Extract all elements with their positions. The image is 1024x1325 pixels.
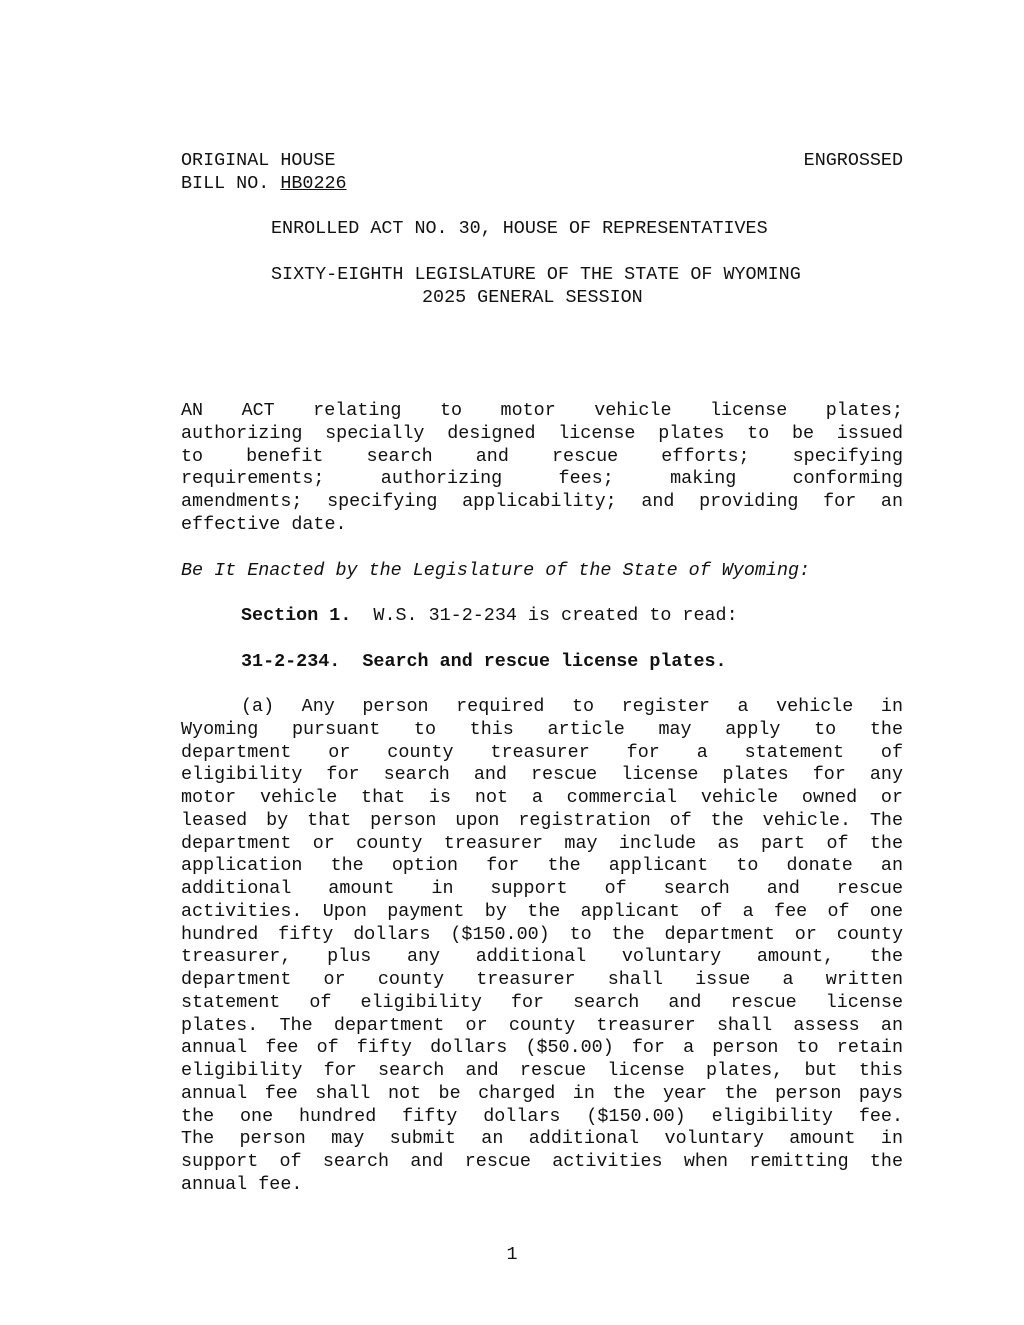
bill-number-line [181,173,347,196]
subsection-a-line: motor vehicle that is not a commercial vehicle owned or [181,787,903,808]
section-1 [241,605,738,628]
statute-number: 31-2-234. [241,651,341,672]
subsection-a-line: The person may submit an additional voluntary amount in [181,1128,903,1150]
subsection-a-line: activities. Upon payment by the applicant of a fee of one [181,900,903,922]
session-title: 2025 GENERAL SESSION [422,287,643,308]
subsection-a-line: additional amount in support of search and rescue [181,878,903,899]
subsection-a-line: hundred fifty dollars ($150.00) to the department or county [181,923,903,945]
section-1-text: W.S. 31-2-234 is created to read: [373,605,738,626]
subsection-a-line: eligibility for search and rescue license plates, but this [181,1060,903,1081]
enacting-clause: Be It Enacted by the Legislature of the State of Wyoming: [181,560,811,581]
bill-number: HB0226 [280,173,347,194]
act-summary [181,400,903,537]
legislature-title: SIXTY-EIGHTH LEGISLATURE OF THE STATE OF WYOMING [271,264,801,285]
subsection-a-line: support of search and rescue activities when remitting the [181,1151,903,1172]
section-1-label: Section 1. [241,605,352,626]
enrolled-act-title: ENROLLED ACT NO. 30, HOUSE OF REPRESENTATIVES [271,218,768,239]
subsection-a-line: annual fee of fifty dollars ($50.00) for a person to retain [181,1037,903,1059]
engrossed-label: ENGROSSED [803,150,903,171]
act-summary-line: AN ACT relating to motor vehicle license plates; [181,400,903,421]
act-summary-line: requirements; authorizing fees; making conforming [181,468,903,490]
subsection-a-line: department or county treasurer may include as part of the [181,832,903,854]
subsection-a-line: department or county treasurer shall issue a written [181,969,903,990]
subsection-a-line: plates. The department or county treasurer shall assess an [181,1014,903,1036]
subsection-a-line: treasurer, plus any additional voluntary amount, the [181,946,903,968]
statute-title: Search and rescue license plates. [362,651,727,672]
subsection-a-line: annual fee. [181,1173,303,1195]
original-house-label: ORIGINAL HOUSE [181,150,336,171]
subsection-a-line: annual fee shall not be charged in the year the person pays [181,1082,903,1104]
subsection-a-line: application the option for the applicant to donate an [181,855,903,877]
act-summary-line: effective date. [181,513,347,535]
subsection-a-line: (a) Any person required to register a vehicle in [241,696,903,717]
subsection-a-line: department or county treasurer for a statement of [181,741,903,763]
subsection-a-line: Wyoming pursuant to this article may apply to the [181,718,903,740]
act-summary-line: authorizing specially designed license plates to be issued [181,422,903,444]
act-summary-line: amendments; specifying applicability; and providing for an [181,491,903,512]
subsection-a-line: eligibility for search and rescue license plates for any [181,764,903,786]
subsection-a-line: statement of eligibility for search and rescue license [181,991,903,1013]
statute-heading [241,651,727,674]
subsection-a-line: leased by that person upon registration of the vehicle. The [181,809,903,831]
subsection-a [181,696,903,1197]
page-number: 1 [506,1244,518,1265]
bill-no-label: BILL NO. [181,173,270,194]
act-summary-line: to benefit search and rescue efforts; specifying [181,445,903,467]
subsection-a-line: the one hundred fifty dollars ($150.00) eligibility fee. [181,1105,903,1127]
